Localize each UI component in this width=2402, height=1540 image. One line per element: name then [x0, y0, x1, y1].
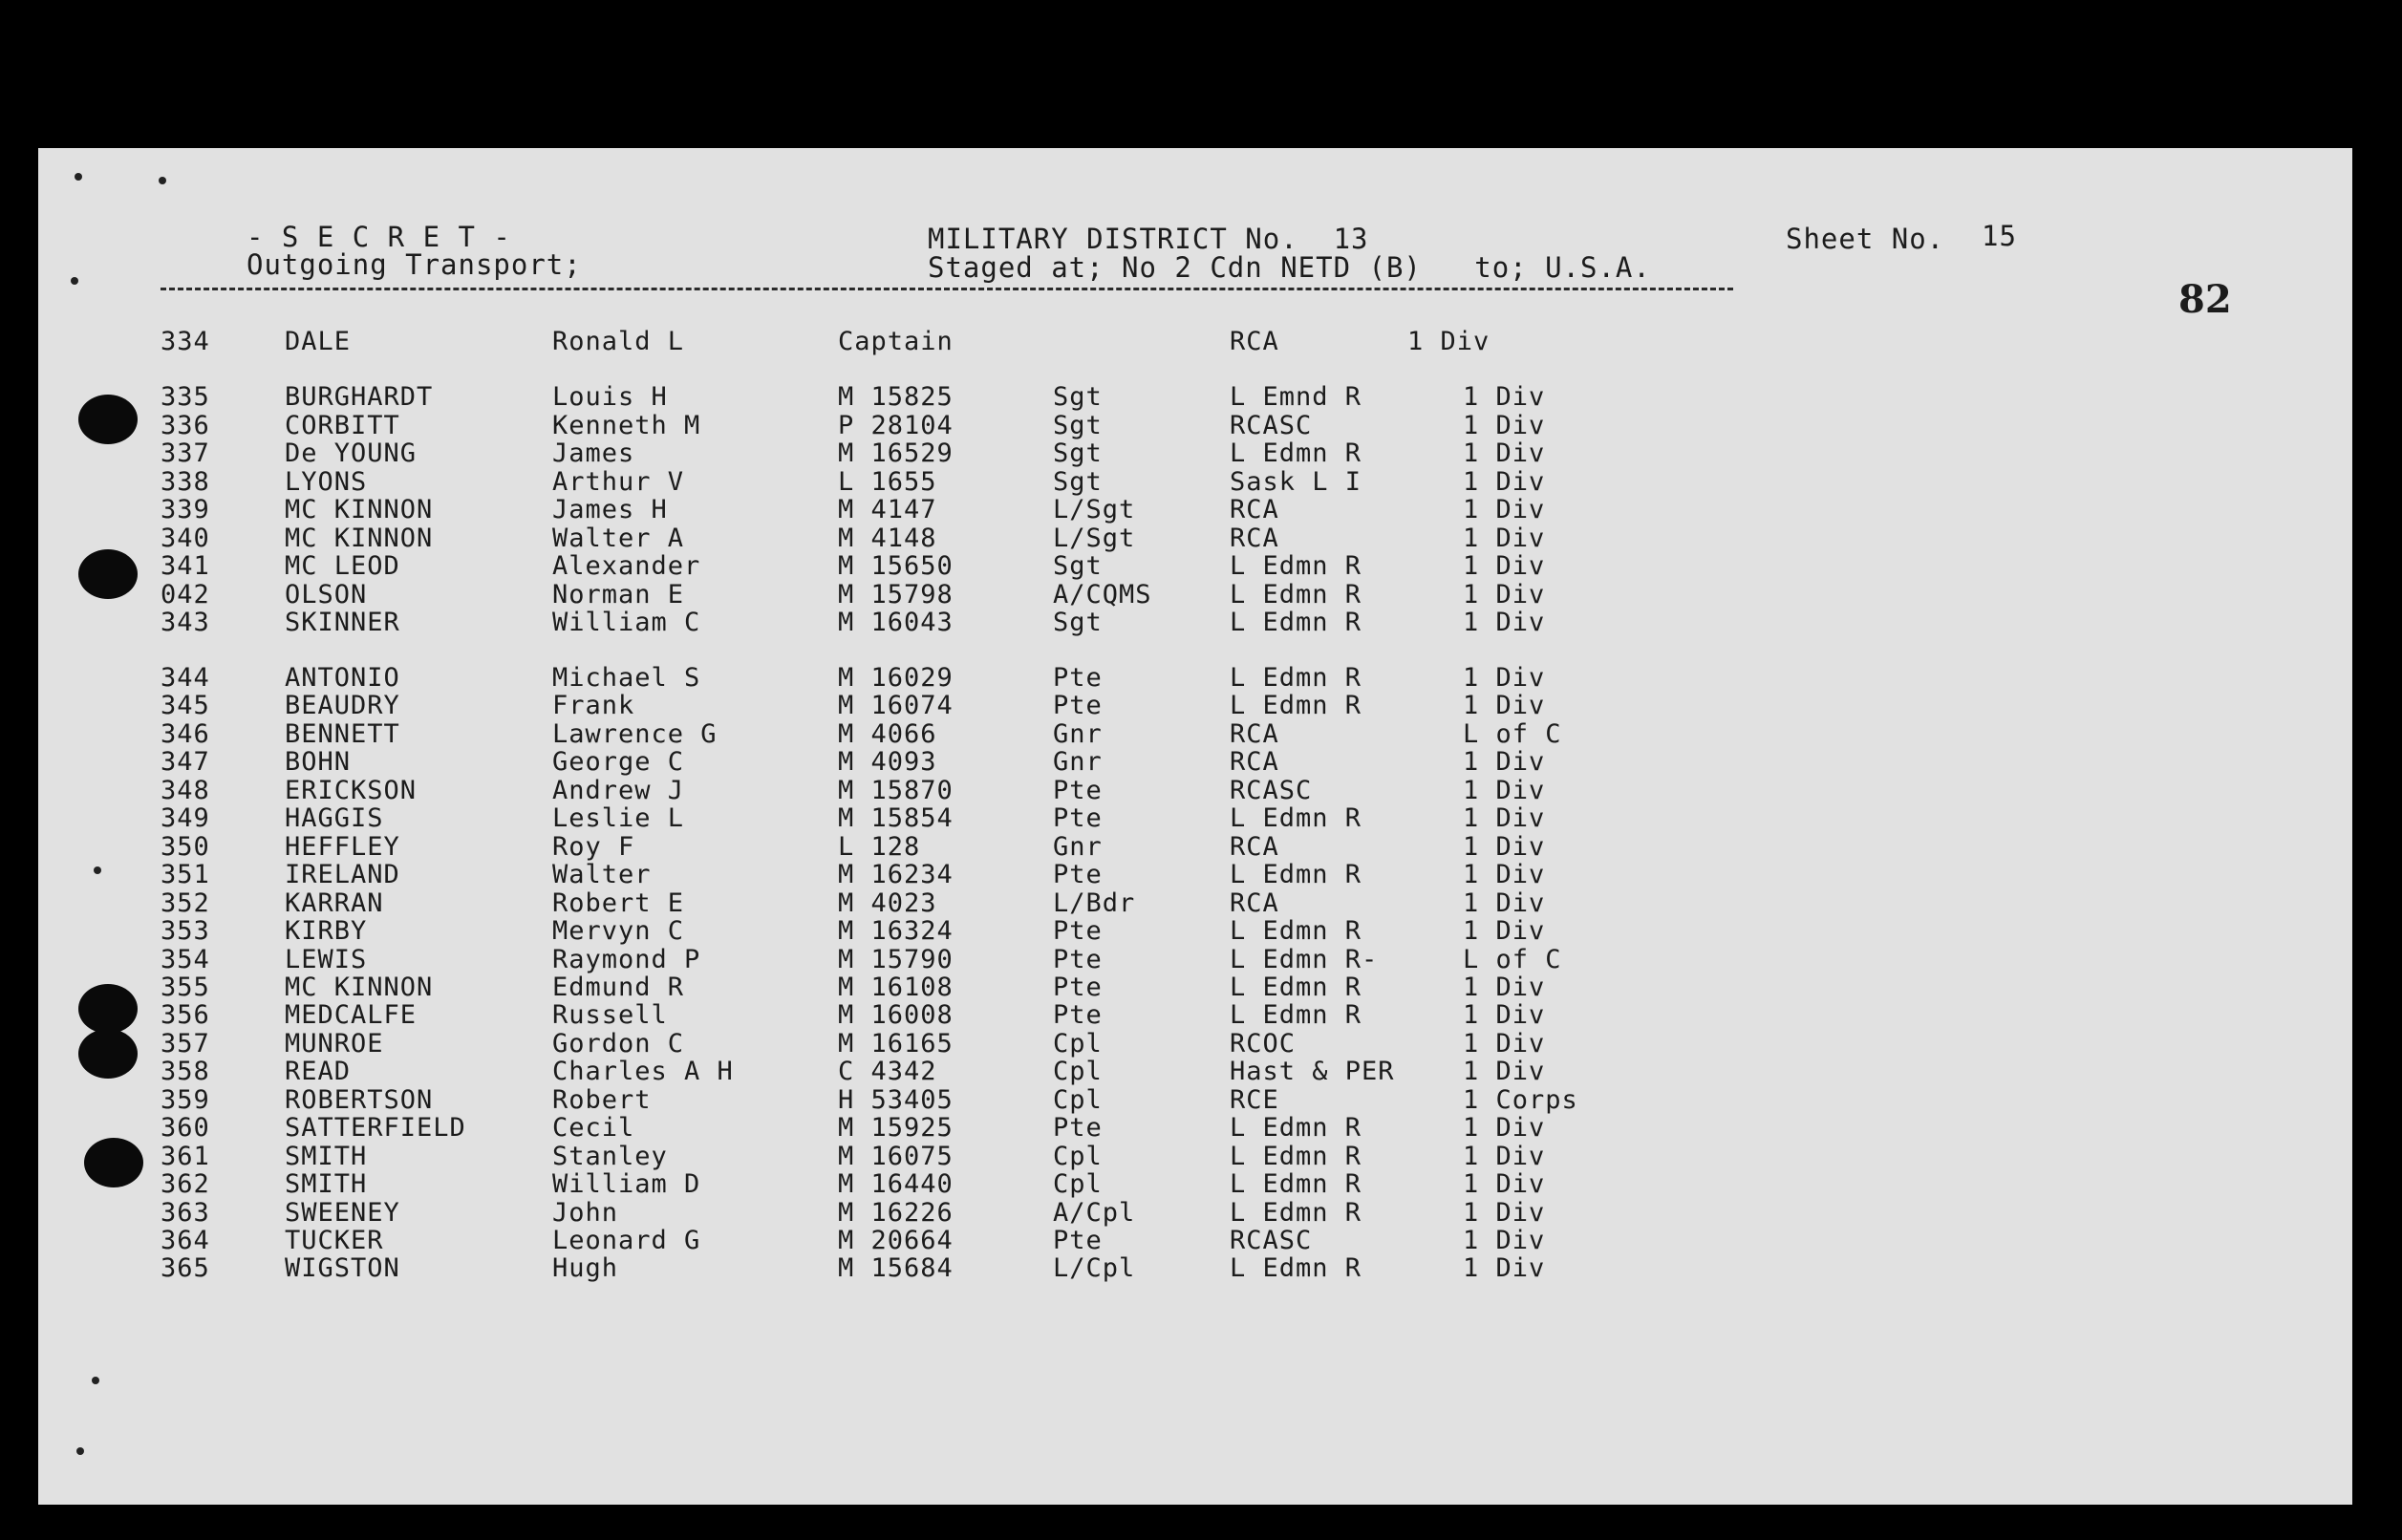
- table-row: [38, 889, 1662, 918]
- formation: 1 Div: [1463, 466, 1546, 497]
- surname: MC KINNON: [285, 972, 434, 1002]
- roll-number: 359: [161, 1084, 210, 1115]
- rank: L/Sgt: [1053, 523, 1136, 553]
- given-names: Walter A: [552, 523, 685, 553]
- rank: Pte: [1053, 860, 1103, 890]
- paper-speck: [75, 173, 82, 181]
- rank: Pte: [1053, 972, 1103, 1002]
- surname: BENNETT: [285, 718, 400, 749]
- surname: ANTONIO: [285, 663, 400, 693]
- surname: WIGSTON: [285, 1253, 400, 1284]
- table-row: [38, 383, 1662, 412]
- header-divider: [161, 288, 1733, 290]
- table-row: [38, 1254, 1662, 1283]
- formation: 1 Div: [1463, 1197, 1546, 1228]
- unit: RCA: [1230, 718, 1279, 749]
- table-row: [38, 664, 1662, 693]
- table-row: [38, 917, 1662, 946]
- rank: Pte: [1053, 944, 1103, 974]
- given-names: William C: [552, 608, 701, 637]
- rank: Sgt: [1053, 410, 1103, 440]
- formation: 1 Div: [1463, 523, 1546, 553]
- formation: 1 Div: [1463, 1113, 1546, 1144]
- rank: Sgt: [1053, 466, 1103, 497]
- rank: Gnr: [1053, 718, 1103, 749]
- formation: 1 Div: [1463, 438, 1546, 468]
- service-number: M 15650: [838, 551, 954, 581]
- rank: Gnr: [1053, 831, 1103, 862]
- given-names: James: [552, 438, 635, 468]
- service-number: M 15798: [838, 579, 954, 610]
- service-number: M 16108: [838, 972, 954, 1002]
- service-number: M 16234: [838, 860, 954, 890]
- unit: RCASC: [1230, 410, 1313, 440]
- surname: LEWIS: [285, 944, 368, 974]
- formation: L of C: [1463, 944, 1562, 974]
- formation: 1 Div: [1463, 1253, 1546, 1284]
- unit: L Edmn R: [1230, 1113, 1362, 1144]
- unit: RCASC: [1230, 1226, 1313, 1255]
- unit: RCA: [1230, 327, 1279, 356]
- surname: MC KINNON: [285, 495, 434, 524]
- table-row: [38, 439, 1662, 468]
- rank: Captain: [838, 327, 954, 356]
- table-row: [38, 1114, 1662, 1143]
- formation: 1 Div: [1463, 579, 1546, 610]
- unit: L Edmn R: [1230, 1197, 1362, 1228]
- given-names: Cecil: [552, 1113, 635, 1144]
- paper-speck: [92, 1377, 99, 1384]
- sheet-label: Sheet No.: [1786, 223, 1945, 255]
- surname: ROBERTSON: [285, 1084, 434, 1115]
- sheet-number: 15: [1982, 220, 2017, 252]
- service-number: M 4093: [838, 747, 937, 778]
- service-number: M 4066: [838, 718, 937, 749]
- unit: L Edmn R: [1230, 691, 1362, 721]
- formation: 1 Div: [1407, 327, 1491, 356]
- given-names: Walter: [552, 860, 652, 890]
- surname: SWEENEY: [285, 1197, 400, 1228]
- surname: LYONS: [285, 466, 368, 497]
- rank: Sgt: [1053, 382, 1103, 412]
- rank: Pte: [1053, 1226, 1103, 1255]
- formation: 1 Corps: [1463, 1084, 1578, 1115]
- roll-number: 345: [161, 691, 210, 721]
- surname: De YOUNG: [285, 438, 418, 468]
- unit: RCA: [1230, 523, 1279, 553]
- given-names: Gordon C: [552, 1028, 685, 1059]
- service-number: M 16165: [838, 1028, 954, 1059]
- rank: Cpl: [1053, 1028, 1103, 1059]
- given-names: Arthur V: [552, 466, 685, 497]
- table-row: [38, 1199, 1662, 1228]
- formation: 1 Div: [1463, 1141, 1546, 1171]
- surname: KARRAN: [285, 888, 384, 918]
- roll-number: 356: [161, 1000, 210, 1031]
- table-row: [38, 1227, 1662, 1255]
- surname: DALE: [285, 327, 352, 356]
- roll-number: 364: [161, 1226, 210, 1255]
- rank: L/Bdr: [1053, 888, 1136, 918]
- formation: 1 Div: [1463, 972, 1546, 1002]
- given-names: Michael S: [552, 663, 701, 693]
- given-names: Russell: [552, 1000, 668, 1031]
- surname: SKINNER: [285, 608, 400, 637]
- formation: 1 Div: [1463, 382, 1546, 412]
- service-number: M 16440: [838, 1169, 954, 1200]
- roll-number: 042: [161, 579, 210, 610]
- rank: Cpl: [1053, 1169, 1103, 1200]
- roll-number: 337: [161, 438, 210, 468]
- rank: Sgt: [1053, 608, 1103, 637]
- table-row: [38, 692, 1662, 720]
- formation: 1 Div: [1463, 1057, 1546, 1087]
- unit: L Edmn R: [1230, 860, 1362, 890]
- transport-subtitle: Outgoing Transport;: [247, 248, 582, 281]
- unit: L Edmn R: [1230, 1141, 1362, 1171]
- rank: Sgt: [1053, 438, 1103, 468]
- paper-speck: [159, 177, 166, 184]
- roll-number: 355: [161, 972, 210, 1002]
- document-sheet: [38, 148, 2352, 1505]
- surname: BURGHARDT: [285, 382, 434, 412]
- rank: Pte: [1053, 775, 1103, 805]
- given-names: James H: [552, 495, 668, 524]
- formation: 1 Div: [1463, 1000, 1546, 1031]
- given-names: Lawrence G: [552, 718, 718, 749]
- unit: L Edmn R: [1230, 663, 1362, 693]
- formation: 1 Div: [1463, 916, 1546, 947]
- table-row: [38, 496, 1662, 524]
- unit: RCE: [1230, 1084, 1279, 1115]
- roll-number: 351: [161, 860, 210, 890]
- service-number: L 128: [838, 831, 921, 862]
- service-number: L 1655: [838, 466, 937, 497]
- surname: MC KINNON: [285, 523, 434, 553]
- given-names: Alexander: [552, 551, 701, 581]
- surname: CORBITT: [285, 410, 400, 440]
- unit: L Edmn R: [1230, 579, 1362, 610]
- rank: Pte: [1053, 916, 1103, 947]
- table-row: [38, 804, 1662, 833]
- unit: RCA: [1230, 831, 1279, 862]
- table-row: [38, 973, 1662, 1002]
- unit: L Edmn R: [1230, 608, 1362, 637]
- unit: RCA: [1230, 747, 1279, 778]
- roll-number: 340: [161, 523, 210, 553]
- service-number: H 53405: [838, 1084, 954, 1115]
- unit: L Emnd R: [1230, 382, 1362, 412]
- surname: ERICKSON: [285, 775, 418, 805]
- rank: Pte: [1053, 1113, 1103, 1144]
- service-number: M 15684: [838, 1253, 954, 1284]
- roll-number: 339: [161, 495, 210, 524]
- formation: 1 Div: [1463, 410, 1546, 440]
- table-row: [38, 468, 1662, 497]
- rank: A/Cpl: [1053, 1197, 1136, 1228]
- roll-number: 336: [161, 410, 210, 440]
- given-names: Kenneth M: [552, 410, 701, 440]
- unit: RCOC: [1230, 1028, 1297, 1059]
- roll-number: 353: [161, 916, 210, 947]
- service-number: M 16074: [838, 691, 954, 721]
- given-names: Louis H: [552, 382, 668, 412]
- formation: 1 Div: [1463, 831, 1546, 862]
- table-row: [38, 1086, 1662, 1115]
- surname: BEAUDRY: [285, 691, 400, 721]
- service-number: C 4342: [838, 1057, 937, 1087]
- formation: 1 Div: [1463, 1028, 1546, 1059]
- unit: L Edmn R: [1230, 916, 1362, 947]
- surname: BOHN: [285, 747, 352, 778]
- surname: HAGGIS: [285, 803, 384, 834]
- given-names: Raymond P: [552, 944, 701, 974]
- roll-number: 360: [161, 1113, 210, 1144]
- roll-number: 361: [161, 1141, 210, 1171]
- service-number: M 15925: [838, 1113, 954, 1144]
- service-number: M 16008: [838, 1000, 954, 1031]
- unit: L Edmn R: [1230, 972, 1362, 1002]
- classification-heading: - S E C R E T -: [247, 221, 511, 253]
- roll-number: 338: [161, 466, 210, 497]
- table-row: [38, 412, 1662, 440]
- service-number: M 16529: [838, 438, 954, 468]
- staging-line: Staged at; No 2 Cdn NETD (B) to; U.S.A.: [928, 251, 1651, 284]
- service-number: M 20664: [838, 1226, 954, 1255]
- roll-number: 335: [161, 382, 210, 412]
- unit: L Edmn R: [1230, 1169, 1362, 1200]
- formation: 1 Div: [1463, 803, 1546, 834]
- rank: Pte: [1053, 663, 1103, 693]
- given-names: William D: [552, 1169, 701, 1200]
- table-row: [38, 1030, 1662, 1059]
- district-heading: MILITARY DISTRICT No. 13: [928, 223, 1369, 255]
- given-names: Edmund R: [552, 972, 685, 1002]
- table-row: [38, 833, 1662, 862]
- formation: 1 Div: [1463, 775, 1546, 805]
- given-names: Hugh: [552, 1253, 619, 1284]
- table-row: [38, 1058, 1662, 1086]
- officer-row: [38, 328, 1662, 356]
- unit: L Edmn R-: [1230, 944, 1379, 974]
- roll-number: 354: [161, 944, 210, 974]
- roll-number: 363: [161, 1197, 210, 1228]
- formation: 1 Div: [1463, 1226, 1546, 1255]
- formation: 1 Div: [1463, 495, 1546, 524]
- surname: OLSON: [285, 579, 368, 610]
- unit: Sask L I: [1230, 466, 1362, 497]
- rank: Cpl: [1053, 1084, 1103, 1115]
- surname: KIRBY: [285, 916, 368, 947]
- rank: L/Cpl: [1053, 1253, 1136, 1284]
- table-row: [38, 946, 1662, 974]
- given-names: George C: [552, 747, 685, 778]
- roll-number: 347: [161, 747, 210, 778]
- surname: SATTERFIELD: [285, 1113, 466, 1144]
- table-row: [38, 720, 1662, 749]
- table-row: [38, 1143, 1662, 1171]
- service-number: P 28104: [838, 410, 954, 440]
- formation: 1 Div: [1463, 608, 1546, 637]
- rank: Cpl: [1053, 1141, 1103, 1171]
- given-names: Frank: [552, 691, 635, 721]
- given-names: Leonard G: [552, 1226, 701, 1255]
- rank: Cpl: [1053, 1057, 1103, 1087]
- table-row: [38, 1001, 1662, 1030]
- roll-number: 358: [161, 1057, 210, 1087]
- rank: Pte: [1053, 803, 1103, 834]
- service-number: M 4148: [838, 523, 937, 553]
- service-number: M 15870: [838, 775, 954, 805]
- unit: L Edmn R: [1230, 1253, 1362, 1284]
- given-names: Norman E: [552, 579, 685, 610]
- surname: HEFFLEY: [285, 831, 400, 862]
- service-number: M 15854: [838, 803, 954, 834]
- surname: SMITH: [285, 1141, 368, 1171]
- formation: 1 Div: [1463, 747, 1546, 778]
- table-row: [38, 777, 1662, 805]
- unit: RCA: [1230, 495, 1279, 524]
- service-number: M 4147: [838, 495, 937, 524]
- unit: Hast & PER: [1230, 1057, 1395, 1087]
- surname: MC LEOD: [285, 551, 400, 581]
- service-number: M 16324: [838, 916, 954, 947]
- given-names: Stanley: [552, 1141, 668, 1171]
- formation: 1 Div: [1463, 888, 1546, 918]
- given-names: Roy F: [552, 831, 635, 862]
- paper-speck: [76, 1447, 84, 1455]
- service-number: M 15790: [838, 944, 954, 974]
- unit: RCASC: [1230, 775, 1313, 805]
- roll-number: 343: [161, 608, 210, 637]
- rank: A/CQMS: [1053, 579, 1152, 610]
- formation: 1 Div: [1463, 1169, 1546, 1200]
- rank: Sgt: [1053, 551, 1103, 581]
- roll-number: 349: [161, 803, 210, 834]
- table-row: [38, 748, 1662, 777]
- roll-number: 352: [161, 888, 210, 918]
- given-names: Leslie L: [552, 803, 685, 834]
- table-row: [38, 552, 1662, 581]
- service-number: M 15825: [838, 382, 954, 412]
- surname: READ: [285, 1057, 352, 1087]
- formation: 1 Div: [1463, 551, 1546, 581]
- rank: Pte: [1053, 691, 1103, 721]
- service-number: M 16029: [838, 663, 954, 693]
- formation: 1 Div: [1463, 860, 1546, 890]
- given-names: Andrew J: [552, 775, 685, 805]
- unit: L Edmn R: [1230, 1000, 1362, 1031]
- unit: L Edmn R: [1230, 551, 1362, 581]
- rank: Gnr: [1053, 747, 1103, 778]
- given-names: Mervyn C: [552, 916, 685, 947]
- service-number: M 16075: [838, 1141, 954, 1171]
- given-names: Charles A H: [552, 1057, 734, 1087]
- table-row: [38, 581, 1662, 610]
- table-row: [38, 524, 1662, 553]
- formation: 1 Div: [1463, 663, 1546, 693]
- roll-number: 348: [161, 775, 210, 805]
- roll-number: 341: [161, 551, 210, 581]
- service-number: M 4023: [838, 888, 937, 918]
- given-names: Robert: [552, 1084, 652, 1115]
- given-names: Robert E: [552, 888, 685, 918]
- rank: Pte: [1053, 1000, 1103, 1031]
- surname: MUNROE: [285, 1028, 384, 1059]
- table-row: [38, 609, 1662, 637]
- roll-number: 334: [161, 327, 210, 356]
- surname: MEDCALFE: [285, 1000, 418, 1031]
- service-number: M 16043: [838, 608, 954, 637]
- formation: 1 Div: [1463, 691, 1546, 721]
- roll-number: 357: [161, 1028, 210, 1059]
- roll-number: 344: [161, 663, 210, 693]
- page-number: 82: [2178, 277, 2232, 322]
- roll-number: 365: [161, 1253, 210, 1284]
- paper-speck: [71, 277, 78, 285]
- roll-number: 346: [161, 718, 210, 749]
- given-names: John: [552, 1197, 619, 1228]
- unit: L Edmn R: [1230, 438, 1362, 468]
- formation: L of C: [1463, 718, 1562, 749]
- surname: TUCKER: [285, 1226, 384, 1255]
- service-number: M 16226: [838, 1197, 954, 1228]
- unit: L Edmn R: [1230, 803, 1362, 834]
- roll-number: 362: [161, 1169, 210, 1200]
- surname: IRELAND: [285, 860, 400, 890]
- rank: L/Sgt: [1053, 495, 1136, 524]
- table-row: [38, 1170, 1662, 1199]
- unit: RCA: [1230, 888, 1279, 918]
- given-names: Ronald L: [552, 327, 685, 356]
- table-row: [38, 861, 1662, 889]
- roll-number: 350: [161, 831, 210, 862]
- surname: SMITH: [285, 1169, 368, 1200]
